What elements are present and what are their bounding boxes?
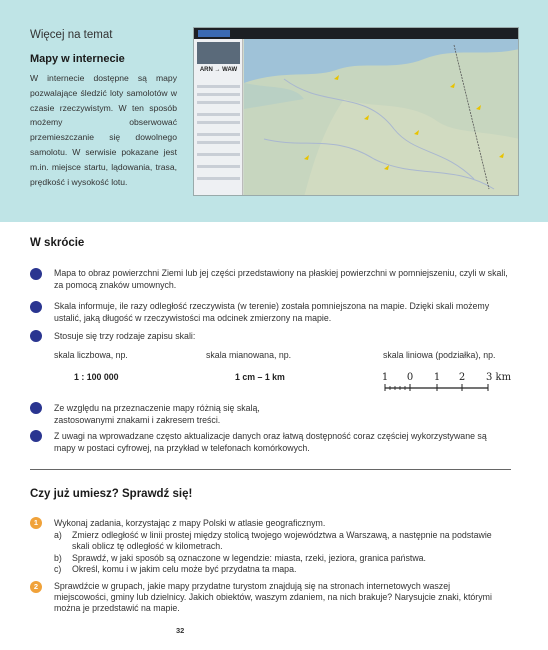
check-yourself-title: Czy już umiesz? Sprawdź się! bbox=[30, 488, 193, 500]
page-number: 32 bbox=[176, 626, 185, 635]
linear-scale-name: skala liniowa (podziałka), np. bbox=[383, 350, 496, 360]
more-topic-text: W internecie dostępne są mapy pozwalające śledzić loty samolotów w czasie rzeczywistym. W ten sposób możemy obserwować przemieszczanie się dowolnego samolotu. W serwisie pokazane jest m.in. miejsce startu, lądowania, trasa, prędkość i wysokość lotu. bbox=[30, 73, 177, 187]
flight-route: ARN → WAW bbox=[199, 67, 238, 73]
shortcut-item-2: Skala informuje, ile razy odległość rzeczywista (w terenie) została pomniejszona na mapie. Dzięki skali możemy ustalić, jaką długość w rzeczywistości ma odcinek zmierzony na mapie. bbox=[54, 301, 490, 323]
tracker-side-panel bbox=[194, 39, 243, 196]
named-scale-name: skala mianowana, np. bbox=[206, 350, 292, 360]
panel-row bbox=[197, 141, 240, 144]
shortcut-item-4: Ze względu na przeznaczenie mapy różnią się skalą, zastosowanymi znakami i zakresem treści. bbox=[54, 403, 260, 425]
shortcut-item-1: Mapa to obraz powierzchni Ziemi lub jej części przedstawiony na płaskiej powierzchni w pomniejszeniu, czyli w skali, za pomocą znaków umownych. bbox=[54, 268, 508, 290]
panel-row bbox=[197, 165, 240, 168]
task-number-badge: 1 bbox=[30, 517, 42, 529]
bullet-icon bbox=[30, 268, 42, 280]
linear-scale-tick-label: 0 bbox=[406, 372, 414, 383]
tracker-logo bbox=[198, 30, 230, 37]
linear-scale-tick-label: 3 km bbox=[486, 372, 512, 383]
linear-scale-tick-label: 2 bbox=[458, 372, 466, 383]
task-1-intro: Wykonaj zadania, korzystając z mapy Polski w atlasie geograficznym. bbox=[54, 518, 326, 528]
shortcut-item-3: Stosuje się trzy rodzaje zapisu skali: bbox=[54, 331, 196, 341]
panel-row bbox=[197, 121, 240, 124]
shortcut-title: W skrócie bbox=[30, 237, 85, 249]
numeric-scale-name: skala liczbowa, np. bbox=[54, 350, 128, 360]
task-1c-letter: c) bbox=[54, 564, 62, 574]
panel-row bbox=[197, 93, 240, 96]
plane-photo bbox=[197, 42, 240, 64]
task-1b-text: Sprawdź, w jaki sposób są oznaczone w legendzie: miasta, rzeki, jeziora, granica państwa. bbox=[72, 553, 427, 563]
panel-row bbox=[197, 113, 240, 116]
panel-row bbox=[197, 153, 240, 156]
linear-scale-tick-label: 1 bbox=[433, 372, 441, 383]
numeric-scale-value: 1 : 100 000 bbox=[74, 372, 119, 382]
task-2-text: Sprawdźcie w grupach, jakie mapy przydatne turystom znajdują się na stronach internetowych waszej miejscowości, gminy lub dzielnicy. Jakich obiektów, waszym zdaniem, na nich brakuje? Narysujcie znaki, którymi można je przedstawić na mapie. bbox=[54, 581, 492, 614]
task-1c-text: Określ, komu i w jakim celu może być przydatna ta mapa. bbox=[72, 564, 297, 574]
section-divider bbox=[30, 469, 511, 470]
shortcut-item-5: Z uwagi na wprowadzane często aktualizacje danych oraz łatwą dostępność coraz częściej wykorzystywane są mapy w postaci cyfrowej, na przykład w telefonach komórkowych. bbox=[54, 431, 487, 453]
linear-scale-bar bbox=[380, 368, 512, 396]
bullet-icon bbox=[30, 402, 42, 414]
task-1b-letter: b) bbox=[54, 553, 62, 563]
flight-map bbox=[244, 39, 519, 196]
panel-row bbox=[197, 85, 240, 88]
more-topic-label: Więcej na temat bbox=[30, 29, 113, 41]
linear-scale-tick-label: 1 bbox=[381, 372, 389, 383]
task-1a-text: Zmierz odległość w linii prostej między stolicą twojego województwa a Warszawą, a następnie na podstawie skali oblicz tę odległość w kilometrach. bbox=[72, 530, 492, 552]
bullet-icon bbox=[30, 330, 42, 342]
named-scale-value: 1 cm – 1 km bbox=[235, 372, 285, 382]
task-1a-letter: a) bbox=[54, 530, 62, 540]
task-number-badge: 2 bbox=[30, 581, 42, 593]
more-topic-title: Mapy w internecie bbox=[30, 53, 125, 65]
panel-row bbox=[197, 133, 240, 136]
panel-row bbox=[197, 177, 240, 180]
bullet-icon bbox=[30, 301, 42, 313]
flight-tracker-screenshot bbox=[193, 27, 519, 196]
bullet-icon bbox=[30, 430, 42, 442]
tracker-topbar bbox=[194, 28, 519, 39]
panel-row bbox=[197, 101, 240, 104]
